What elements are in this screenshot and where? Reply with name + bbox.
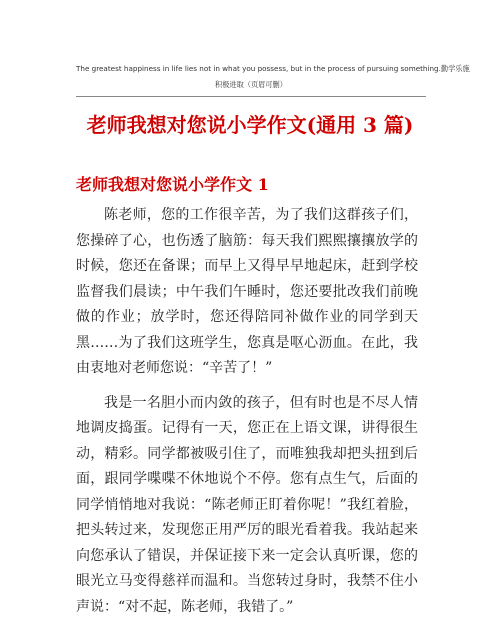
header-note: 积极进取（页眉可删） <box>215 80 287 89</box>
body-paragraph: 我是一名胆小而内敛的孩子，但有时也是不尽人情地调皮捣蛋。记得有一天，您正在上语文课，讲得很生动，精彩。同学都被吸引住了，而唯独我却把头扭到后面，跟同学喋喋不休地说个不停。您有点生气，后面的同学悄悄地对我说：“陈老师正盯着你呢！”我红着脸，把头转过来，发现您正用严厉的眼光看着我。我站起来向您承认了错误，并保证接下来一定会认真听课，您的眼光立马变得慈祥而温和。当您转过身时，我禁不住小声说：“对不起，陈老师，我错了。” <box>76 394 418 615</box>
page-header <box>76 61 470 93</box>
document-body <box>76 203 418 629</box>
document-title: 老师我想对您说小学作文(通用 3 篇) <box>86 113 414 137</box>
section-title: 老师我想对您说小学作文 1 <box>76 175 269 194</box>
header-divider <box>76 96 426 97</box>
body-paragraph: 陈老师，您的工作很辛苦，为了我们这群孩子们，您操碎了心，也伤透了脑筋：每天我们熙熙攘攘放学的时候，您还在备课；而早上又得早早地起床，赶到学校监督我们晨读；中午我们午睡时，您还要批改我们前晚做的作业；放学时，您还得陪同补做作业的同学到天黑……为了我们这班学生，您真是呕心沥血。在此，我由衷地对老师您说：“辛苦了！” <box>76 207 418 376</box>
header-quote: The greatest happiness in life lies not in what you possess, but in the process of pursuing something.勤学乐施 <box>76 64 470 73</box>
